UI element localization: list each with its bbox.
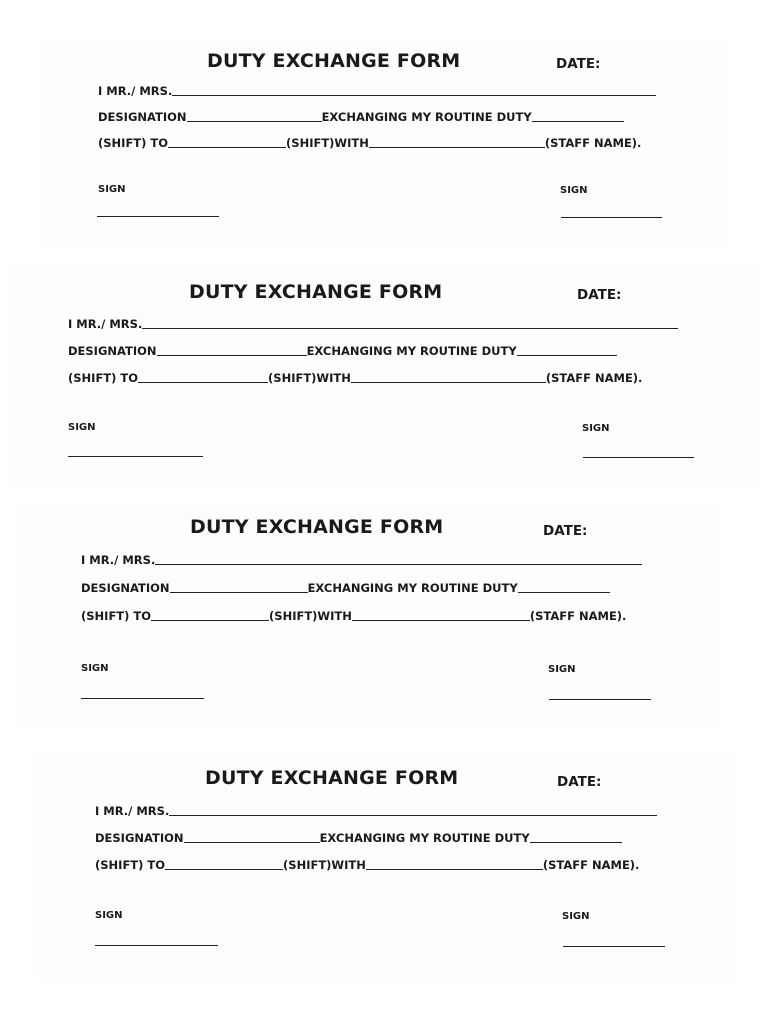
designation-label: DESIGNATION (95, 831, 184, 845)
designation-line (95, 829, 622, 845)
name-label: I MR./ MRS. (68, 317, 143, 331)
exchange-label: EXCHANGING MY ROUTINE DUTY (307, 581, 518, 595)
shift-to-field[interactable] (138, 370, 268, 383)
sign-label-right: SIGN (562, 911, 590, 922)
staff-name-label: (STAFF NAME). (542, 858, 640, 872)
designation-field[interactable] (170, 580, 308, 593)
staff-name-field[interactable] (352, 608, 530, 621)
name-label: I MR./ MRS. (98, 84, 173, 98)
name-label: I MR./ MRS. (81, 553, 156, 567)
sign-line-right[interactable] (549, 699, 651, 700)
exchange-label: EXCHANGING MY ROUTINE DUTY (321, 110, 532, 124)
designation-label: DESIGNATION (68, 344, 157, 358)
name-field[interactable] (169, 803, 657, 816)
designation-line (68, 342, 617, 358)
shift-with-label: (SHIFT)WITH (286, 136, 369, 150)
designation-field[interactable] (157, 343, 307, 356)
sign-line-left[interactable] (95, 945, 218, 946)
shift-with-label: (SHIFT)WITH (269, 609, 352, 623)
sign-label-left: SIGN (68, 422, 96, 433)
designation-label: DESIGNATION (81, 581, 170, 595)
sign-line-left[interactable] (81, 698, 204, 699)
staff-name-field[interactable] (369, 135, 545, 148)
duty-exchange-slip-2 (8, 268, 760, 488)
duty-exchange-slip-1 (40, 38, 730, 248)
sign-line-right[interactable] (561, 217, 662, 218)
routine-duty-field[interactable] (530, 830, 622, 843)
shift-line (81, 607, 626, 623)
designation-line (81, 579, 610, 595)
shift-to-label: (SHIFT) TO (81, 609, 152, 623)
sign-line-right[interactable] (563, 946, 665, 947)
name-field[interactable] (155, 552, 642, 565)
designation-field[interactable] (184, 830, 320, 843)
shift-to-field[interactable] (151, 608, 269, 621)
duty-exchange-slip-3 (20, 505, 720, 730)
designation-label: DESIGNATION (98, 110, 187, 124)
name-field[interactable] (172, 83, 656, 96)
name-label: I MR./ MRS. (95, 804, 170, 818)
sign-line-left[interactable] (97, 216, 219, 217)
exchange-label: EXCHANGING MY ROUTINE DUTY (306, 344, 517, 358)
date-label: DATE: (543, 523, 588, 539)
name-line (68, 315, 678, 331)
sign-label-right: SIGN (548, 664, 576, 675)
designation-field[interactable] (187, 109, 322, 122)
shift-to-label: (SHIFT) TO (95, 858, 166, 872)
sign-label-left: SIGN (81, 663, 109, 674)
shift-with-label: (SHIFT)WITH (268, 371, 351, 385)
shift-line (95, 856, 639, 872)
staff-name-label: (STAFF NAME). (529, 609, 627, 623)
shift-to-label: (SHIFT) TO (98, 136, 169, 150)
sign-line-left[interactable] (68, 456, 203, 457)
exchange-label: EXCHANGING MY ROUTINE DUTY (319, 831, 530, 845)
staff-name-label: (STAFF NAME). (544, 136, 642, 150)
shift-to-field[interactable] (168, 135, 286, 148)
routine-duty-field[interactable] (518, 580, 610, 593)
shift-to-field[interactable] (165, 857, 283, 870)
shift-with-label: (SHIFT)WITH (283, 858, 366, 872)
date-label: DATE: (556, 56, 601, 72)
staff-name-field[interactable] (366, 857, 543, 870)
date-label: DATE: (577, 287, 622, 303)
duty-exchange-slip-4 (36, 755, 736, 980)
sign-label-left: SIGN (98, 184, 126, 195)
routine-duty-field[interactable] (532, 109, 624, 122)
shift-line (98, 134, 641, 150)
designation-line (98, 108, 624, 124)
shift-line (68, 369, 642, 385)
staff-name-field[interactable] (351, 370, 546, 383)
form-title: DUTY EXCHANGE FORM (207, 50, 461, 72)
form-title: DUTY EXCHANGE FORM (190, 516, 444, 538)
name-field[interactable] (142, 316, 678, 329)
sign-line-right[interactable] (583, 457, 694, 458)
date-label: DATE: (557, 774, 602, 790)
shift-to-label: (SHIFT) TO (68, 371, 139, 385)
form-title: DUTY EXCHANGE FORM (189, 281, 443, 303)
name-line (95, 802, 657, 818)
name-line (81, 551, 642, 567)
sign-label-left: SIGN (95, 910, 123, 921)
form-title: DUTY EXCHANGE FORM (205, 767, 459, 789)
staff-name-label: (STAFF NAME). (545, 371, 643, 385)
sign-label-right: SIGN (582, 423, 610, 434)
routine-duty-field[interactable] (517, 343, 617, 356)
sign-label-right: SIGN (560, 185, 588, 196)
name-line (98, 82, 656, 98)
